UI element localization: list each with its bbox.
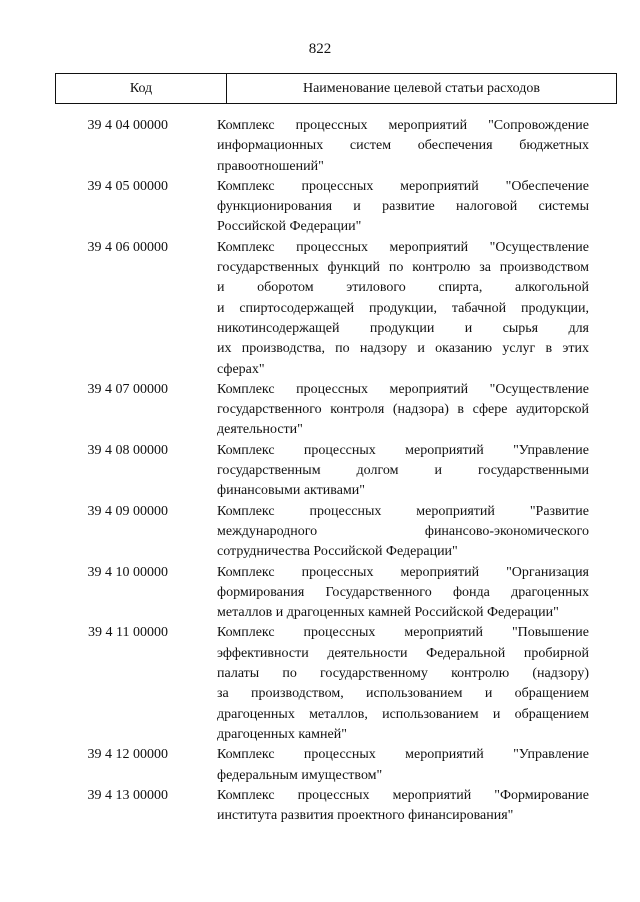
description-line: палаты по государственному контролю (надзору) (217, 666, 589, 682)
description-line: международного финансово-экономического (217, 523, 589, 539)
row-description (217, 745, 589, 786)
table-row (0, 786, 640, 827)
description-line: Комплекс процессных мероприятий "Сопровождение (217, 118, 589, 133)
description-line: государственных функций по контролю за производством (217, 260, 589, 276)
column-header-code: Код (56, 74, 227, 103)
table-row (0, 238, 640, 380)
description-line: государственным долгом и государственными (217, 463, 589, 479)
description-line: информационных систем обеспечения бюджетных (217, 138, 589, 154)
row-code: 39 4 10 00000 (87, 564, 168, 580)
description-line: Комплекс процессных мероприятий "Обеспечение (217, 178, 589, 194)
description-line: и оборотом этилового спирта, алкогольной (217, 280, 589, 296)
description-line: финансовыми активами" (217, 483, 365, 499)
row-code: 39 4 13 00000 (87, 787, 168, 803)
row-code: 39 4 08 00000 (87, 442, 168, 458)
table-row (0, 563, 640, 624)
description-line: Комплекс процессных мероприятий "Осуществление (217, 239, 589, 255)
row-code: 39 4 09 00000 (87, 503, 168, 519)
description-line: никотинсодержащей продукции и сырья для (217, 320, 589, 336)
page-number: 822 (308, 41, 332, 57)
description-line: правоотношений" (217, 158, 324, 174)
description-line: федеральным имуществом" (217, 767, 383, 783)
row-description (217, 177, 589, 238)
description-line: формирования Государственного фонда драгоценных (217, 584, 589, 600)
row-description (217, 502, 589, 563)
description-line: сотрудничества Российской Федерации" (217, 544, 458, 560)
description-line: их производства, по надзору и оказанию услуг в этих (217, 341, 589, 357)
row-code: 39 4 05 00000 (87, 178, 168, 194)
description-line: Комплекс процессных мероприятий "Организация (217, 564, 589, 580)
description-line: деятельности" (217, 422, 303, 438)
table-header (55, 73, 617, 104)
description-line: металлов и драгоценных камней Российской Федерации" (217, 605, 559, 621)
row-code: 39 4 12 00000 (87, 747, 168, 763)
description-line: Комплекс процессных мероприятий "Развитие (217, 503, 589, 519)
description-line: сферах" (217, 361, 265, 377)
expense-items-list (0, 116, 640, 826)
table-row (0, 177, 640, 238)
row-code: 39 4 06 00000 (87, 239, 168, 255)
description-line: Комплекс процессных мероприятий "Повышение (217, 625, 589, 641)
row-description (217, 786, 589, 827)
description-line: драгоценных металлов, использованием и обращением (217, 706, 589, 722)
table-row (0, 502, 640, 563)
description-line: и спиртосодержащей продукции, табачной продукции, (217, 300, 589, 316)
description-line: функционирования и развитие налоговой системы (217, 199, 589, 215)
row-description (217, 441, 589, 502)
table-row (0, 745, 640, 786)
row-description (217, 380, 589, 441)
description-line: Комплекс процессных мероприятий "Управление (217, 747, 589, 763)
table-row (0, 623, 640, 745)
table-row (0, 441, 640, 502)
description-line: Комплекс процессных мероприятий "Осуществление (217, 381, 589, 397)
description-line: за производством, использованием и обращением (217, 686, 589, 702)
description-line: Комплекс процессных мероприятий "Формирование (217, 787, 589, 803)
description-line: эффективности деятельности Федеральной пробирной (217, 645, 589, 661)
row-code: 39 4 07 00000 (87, 381, 168, 397)
table-row (0, 380, 640, 441)
column-header-name: Наименование целевой статьи расходов (302, 80, 541, 96)
row-code: 39 4 11 00000 (88, 625, 168, 641)
description-line: государственного контроля (надзора) в сфере аудиторской (217, 402, 589, 418)
row-description (217, 623, 589, 745)
description-line: института развития проектного финансирования" (217, 808, 514, 824)
row-description (217, 563, 589, 624)
row-description (217, 238, 589, 380)
table-row (0, 116, 640, 177)
row-code: 39 4 04 00000 (87, 118, 168, 133)
description-line: драгоценных камней" (217, 726, 347, 742)
description-line: Комплекс процессных мероприятий "Управление (217, 442, 589, 458)
description-line: Российской Федерации" (217, 219, 362, 235)
row-description (217, 116, 589, 177)
